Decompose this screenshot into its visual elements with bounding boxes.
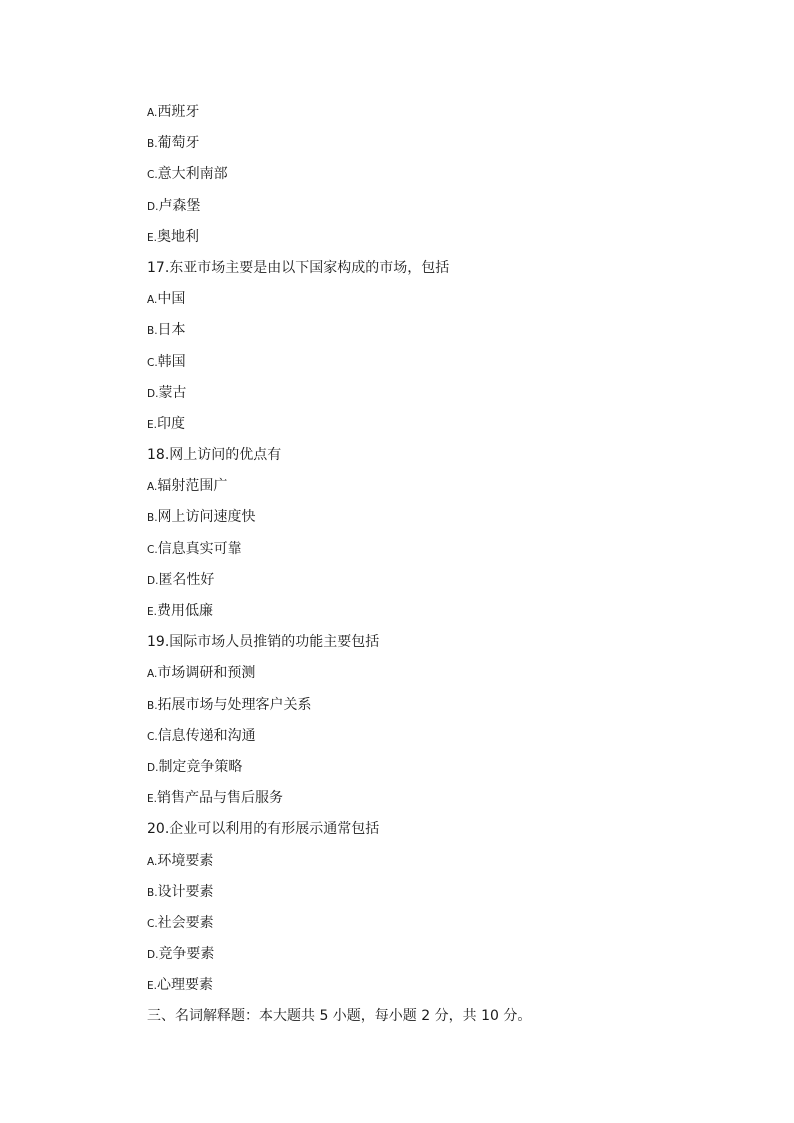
answer-option — [147, 756, 747, 787]
option-text: 销售产品与售后服务 — [156, 790, 283, 807]
option-letter: D. — [147, 949, 159, 962]
option-letter: C. — [147, 169, 158, 182]
option-text: 奥地利 — [156, 228, 199, 245]
option-letter: C. — [147, 917, 158, 930]
option-text: 意大利南部 — [157, 166, 228, 183]
option-letter: A. — [147, 107, 158, 119]
option-text: 环境要素 — [157, 852, 214, 869]
option-text: 费用低廉 — [156, 603, 213, 619]
answer-option — [147, 506, 747, 537]
option-letter: D. — [147, 761, 159, 774]
answer-option — [147, 881, 747, 912]
option-letter: C. — [147, 543, 158, 556]
answer-option — [147, 413, 747, 444]
option-letter: B. — [147, 512, 158, 525]
answer-option — [147, 974, 747, 1005]
answer-option — [147, 600, 747, 631]
option-text: 设计要素 — [157, 883, 214, 900]
answer-option — [147, 195, 747, 226]
answer-option — [147, 569, 747, 600]
option-letter: B. — [147, 699, 158, 712]
answer-option — [147, 694, 747, 725]
option-text: 蒙古 — [158, 384, 187, 401]
option-letter: A. — [147, 668, 158, 681]
option-letter: A. — [147, 294, 158, 307]
option-text: 匿名性好 — [158, 571, 215, 588]
option-text: 市场调研和预测 — [157, 665, 256, 682]
option-letter: B. — [147, 325, 158, 338]
option-letter: C. — [147, 730, 158, 743]
option-text: 信息传递和沟通 — [157, 727, 256, 744]
option-letter: D. — [147, 387, 159, 400]
option-letter: E. — [147, 606, 157, 618]
question-list — [147, 101, 747, 1037]
option-text: 竞争要素 — [158, 946, 215, 963]
option-letter: A. — [147, 481, 158, 494]
answer-option — [147, 382, 747, 413]
option-text: 西班牙 — [157, 104, 200, 120]
question-text: 17.东亚市场主要是由以下国家构成的市场，包括 — [147, 259, 450, 276]
question-stem — [147, 631, 747, 662]
option-letter: B. — [147, 138, 158, 151]
option-letter: D. — [147, 200, 159, 213]
answer-option — [147, 288, 747, 319]
answer-option — [147, 132, 747, 163]
option-letter: A. — [147, 855, 158, 868]
option-letter: D. — [147, 574, 159, 587]
answer-option — [147, 943, 747, 974]
answer-option — [147, 351, 747, 382]
option-text: 卢森堡 — [158, 197, 201, 214]
option-text: 葡萄牙 — [157, 135, 200, 152]
answer-option — [147, 787, 747, 818]
question-stem — [147, 818, 747, 849]
question-text: 18.网上访问的优点有 — [147, 447, 282, 464]
option-text: 辐射范围广 — [157, 478, 228, 495]
section-heading-text: 三、名词解释题：本大题共 5 小题，每小题 2 分，共 10 分。 — [147, 1008, 532, 1025]
option-text: 社会要素 — [157, 914, 214, 931]
option-text: 心理要素 — [156, 977, 213, 994]
answer-option — [147, 662, 747, 693]
option-text: 网上访问速度快 — [157, 509, 256, 526]
option-letter: E. — [147, 231, 157, 244]
option-letter: E. — [147, 418, 157, 431]
answer-option — [147, 101, 747, 132]
answer-option — [147, 475, 747, 506]
option-letter: E. — [147, 980, 157, 993]
option-text: 中国 — [157, 291, 186, 308]
answer-option — [147, 912, 747, 943]
answer-option — [147, 319, 747, 350]
answer-option — [147, 226, 747, 257]
option-text: 韩国 — [157, 353, 186, 370]
answer-option — [147, 725, 747, 756]
option-text: 信息真实可靠 — [157, 540, 242, 557]
option-letter: C. — [147, 356, 158, 369]
answer-option — [147, 850, 747, 881]
section-heading — [147, 1005, 747, 1036]
option-text: 日本 — [157, 322, 186, 339]
question-text: 20.企业可以利用的有形展示通常包括 — [147, 821, 380, 838]
question-text: 19.国际市场人员推销的功能主要包括 — [147, 634, 380, 651]
option-letter: B. — [147, 886, 158, 899]
option-text: 印度 — [156, 415, 185, 432]
option-text: 拓展市场与处理客户关系 — [157, 696, 312, 713]
option-letter: E. — [147, 793, 157, 806]
question-stem — [147, 257, 747, 288]
question-stem — [147, 444, 747, 475]
answer-option — [147, 538, 747, 569]
answer-option — [147, 163, 747, 194]
option-text: 制定竞争策略 — [158, 758, 243, 775]
